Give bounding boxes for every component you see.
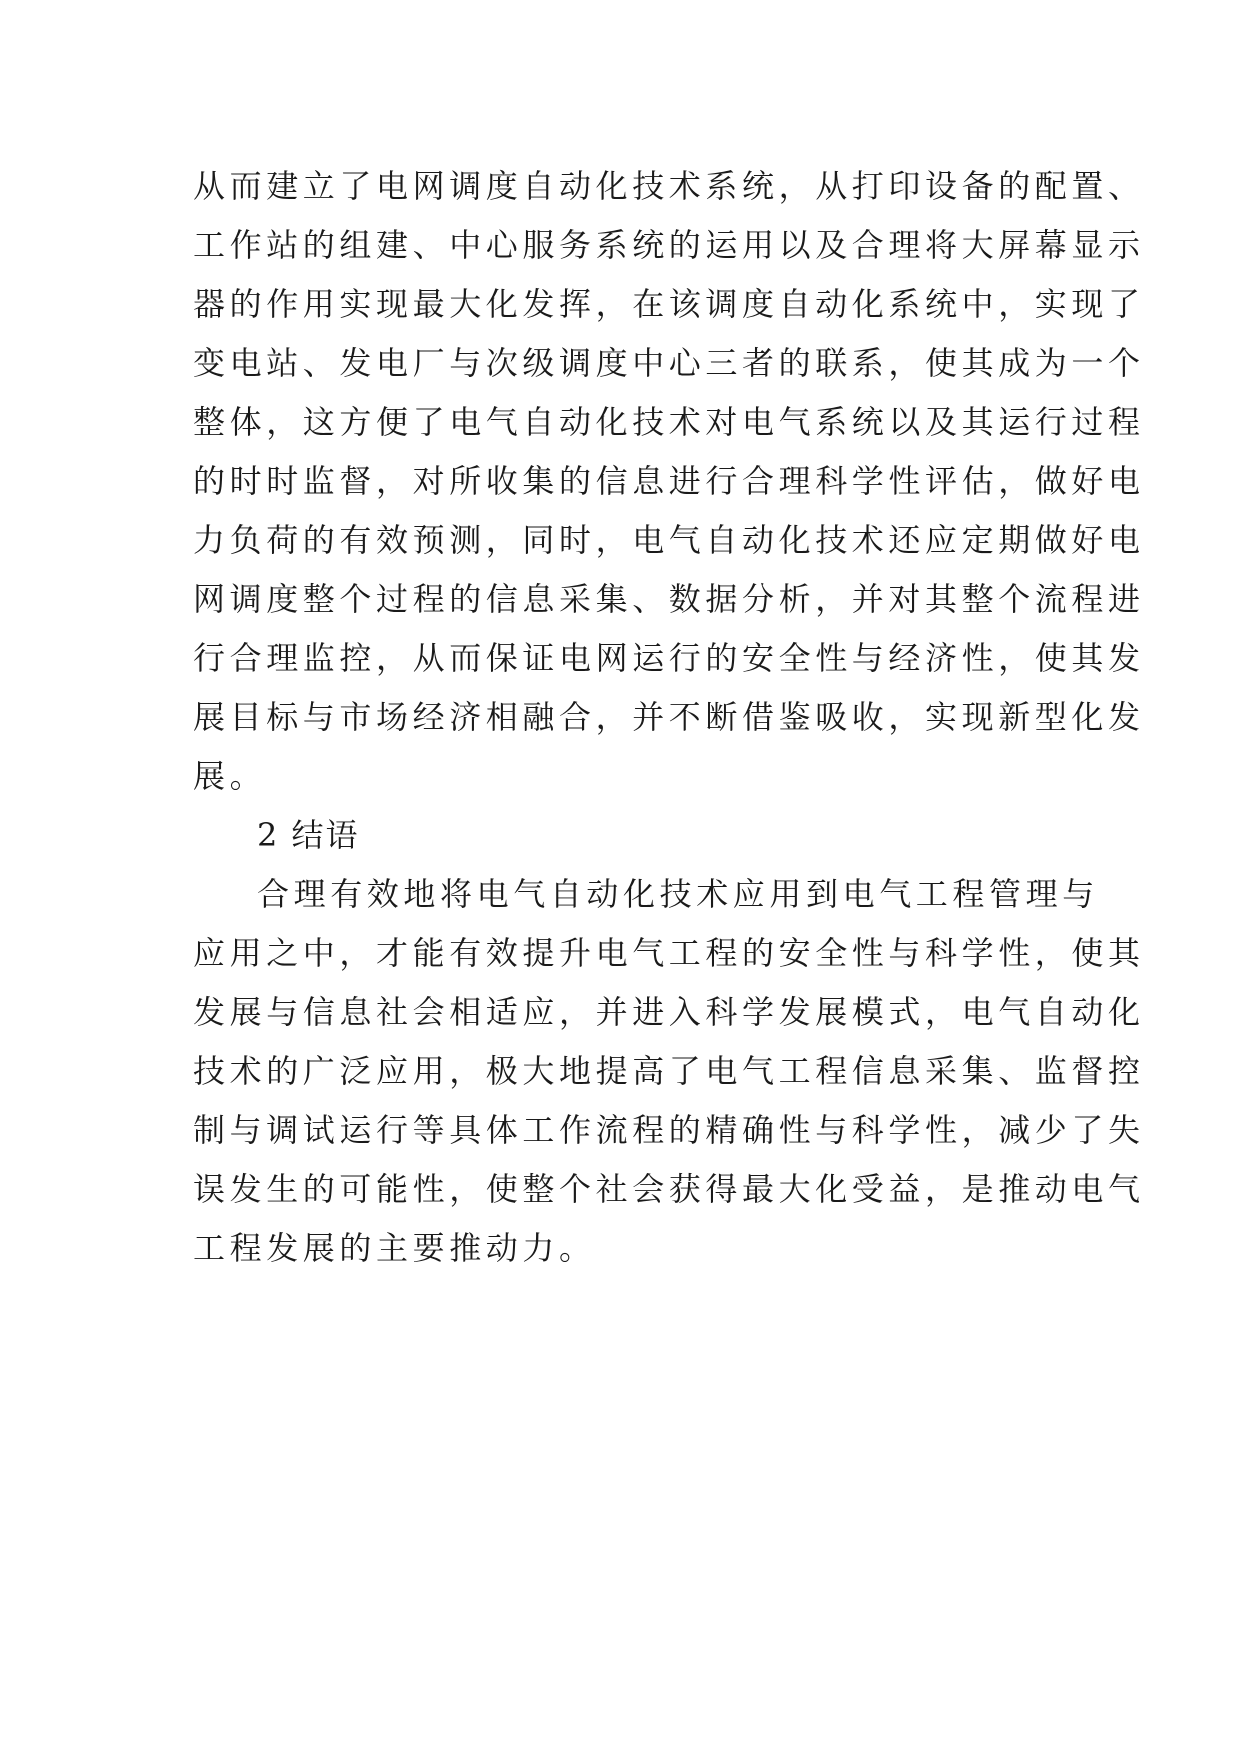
paragraph-1-line-9: 行合理监控，从而保证电网运行的安全性与经济性，使其发 — [193, 639, 1145, 677]
paragraph-1-line-7: 力负荷的有效预测，同时，电气自动化技术还应定期做好电 — [193, 521, 1145, 559]
paragraph-1-line-10: 展目标与市场经济相融合，并不断借鉴吸收，实现新型化发 — [193, 698, 1145, 736]
paragraph-1-line-2: 工作站的组建、中心服务系统的运用以及合理将大屏幕显示 — [193, 226, 1145, 264]
paragraph-1-line-6: 的时时监督，对所收集的信息进行合理科学性评估，做好电 — [193, 462, 1145, 500]
section-heading: 2 结语 — [257, 816, 360, 854]
paragraph-1-line-4: 变电站、发电厂与次级调度中心三者的联系，使其成为一个 — [193, 344, 1145, 382]
paragraph-1-line-5: 整体，这方便了电气自动化技术对电气系统以及其运行过程 — [193, 403, 1145, 441]
paragraph-2-line-5: 制与调试运行等具体工作流程的精确性与科学性，减少了失 — [193, 1111, 1145, 1149]
paragraph-1-line-8: 网调度整个过程的信息采集、数据分析，并对其整个流程进 — [193, 580, 1145, 618]
paragraph-1-line-11: 展。 — [193, 757, 267, 795]
paragraph-1-line-1: 从而建立了电网调度自动化技术系统，从打印设备的配置、 — [193, 167, 1145, 205]
paragraph-2-line-1: 合理有效地将电气自动化技术应用到电气工程管理与 — [257, 875, 1099, 913]
paragraph-1-line-3: 器的作用实现最大化发挥，在该调度自动化系统中，实现了 — [193, 285, 1145, 323]
paragraph-2-line-7: 工程发展的主要推动力。 — [193, 1229, 596, 1267]
paragraph-2-line-4: 技术的广泛应用，极大地提高了电气工程信息采集、监督控 — [193, 1052, 1145, 1090]
paragraph-2-line-6: 误发生的可能性，使整个社会获得最大化受益，是推动电气 — [193, 1170, 1145, 1208]
paragraph-2-line-3: 发展与信息社会相适应，并进入科学发展模式，电气自动化 — [193, 993, 1145, 1031]
paragraph-2-line-2: 应用之中，才能有效提升电气工程的安全性与科学性，使其 — [193, 934, 1145, 972]
